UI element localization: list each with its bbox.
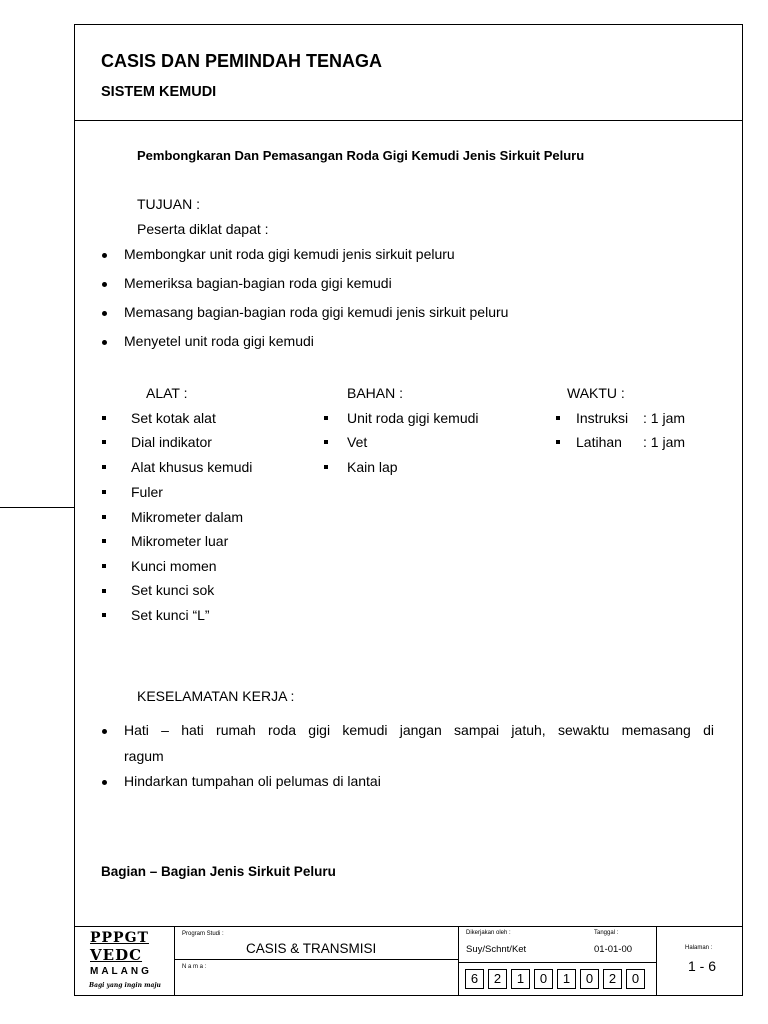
halaman-label: Halaman : xyxy=(685,945,713,951)
alat-label: ALAT : xyxy=(146,385,188,401)
tujuan-item: Menyetel unit roda gigi kemudi xyxy=(124,333,314,349)
bahan-item: Vet xyxy=(347,434,368,450)
waktu-item-name: Instruksi xyxy=(576,410,629,426)
bullet-icon xyxy=(102,311,107,316)
dikerjakan-label: Dikerjakan oleh : xyxy=(466,930,511,936)
keselamatan-item: Hindarkan tumpahan oli pelumas di lantai xyxy=(124,773,381,789)
alat-item: Mikrometer luar xyxy=(131,533,229,549)
keselamatan-item: Hati – hati rumah roda gigi kemudi jangan sampai jatuh, sewaktu memasang di xyxy=(124,722,714,738)
tujuan-item: Membongkar unit roda gigi kemudi jenis sirkuit peluru xyxy=(124,246,455,262)
section-title: Pembongkaran Dan Pemasangan Roda Gigi Kemudi Jenis Sirkuit Peluru xyxy=(137,148,585,163)
square-bullet-icon xyxy=(102,539,106,543)
code-digit: 1 xyxy=(511,969,530,989)
alat-item: Dial indikator xyxy=(131,434,212,450)
code-digit: 6 xyxy=(465,969,484,989)
square-bullet-icon xyxy=(324,416,328,420)
square-bullet-icon xyxy=(102,515,106,519)
square-bullet-icon xyxy=(102,564,106,568)
program-studi-label: Program Studi : xyxy=(182,931,224,937)
page-subtitle: SISTEM KEMUDI xyxy=(101,84,217,100)
footer-divider xyxy=(458,926,459,996)
alat-item: Set kotak alat xyxy=(131,410,216,426)
alat-item: Alat khusus kemudi xyxy=(131,459,253,475)
code-digit: 0 xyxy=(580,969,599,989)
waktu-label: WAKTU : xyxy=(567,385,625,401)
halaman-value: 1 - 6 xyxy=(688,958,717,974)
tujuan-item: Memeriksa bagian-bagian roda gigi kemudi xyxy=(124,275,392,291)
waktu-item-value: : 1 jam xyxy=(643,410,686,426)
tujuan-intro: Peserta diklat dapat : xyxy=(137,221,269,237)
code-digit: 1 xyxy=(557,969,576,989)
square-bullet-icon xyxy=(324,465,328,469)
tanggal-label: Tanggal : xyxy=(594,930,619,936)
waktu-item-name: Latihan xyxy=(576,434,622,450)
code-digit: 0 xyxy=(534,969,553,989)
logo-top-text: PPPGT xyxy=(90,930,149,946)
square-bullet-icon xyxy=(102,416,106,420)
waktu-item-value: : 1 jam xyxy=(643,434,686,450)
page-title: CASIS DAN PEMINDAH TENAGA xyxy=(101,51,383,71)
nama-label: N a m a : xyxy=(182,964,207,970)
square-bullet-icon xyxy=(324,440,328,444)
alat-item: Set kunci “L” xyxy=(131,607,210,623)
alat-item: Set kunci sok xyxy=(131,582,215,598)
square-bullet-icon xyxy=(556,440,560,444)
alat-item: Kunci momen xyxy=(131,558,217,574)
footer-row-divider xyxy=(174,959,458,960)
code-digit: 2 xyxy=(488,969,507,989)
tanggal-value: 01-01-00 xyxy=(594,944,633,955)
square-bullet-icon xyxy=(556,416,560,420)
square-bullet-icon xyxy=(102,440,106,444)
footer-divider xyxy=(656,926,657,996)
code-digit: 2 xyxy=(603,969,622,989)
header-divider xyxy=(74,120,743,121)
bullet-icon xyxy=(102,780,107,785)
bahan-item: Unit roda gigi kemudi xyxy=(347,410,479,426)
logo-tagline: Bagi yang ingin maju xyxy=(89,982,161,989)
logo-city: MALANG xyxy=(90,966,152,977)
tujuan-label: TUJUAN : xyxy=(137,196,200,212)
margin-mark xyxy=(0,507,74,508)
square-bullet-icon xyxy=(102,613,106,617)
bullet-icon xyxy=(102,729,107,734)
dikerjakan-value: Suy/Schnt/Ket xyxy=(466,944,527,955)
keselamatan-item-cont: ragum xyxy=(124,748,164,764)
keselamatan-label: KESELAMATAN KERJA : xyxy=(137,688,295,704)
pppgt-vedc-logo xyxy=(80,930,170,992)
footer-row-divider xyxy=(458,962,656,963)
logo-mid-text: VEDC xyxy=(90,946,143,964)
bullet-icon xyxy=(102,282,107,287)
alat-item: Fuler xyxy=(131,484,163,500)
bullet-icon xyxy=(102,340,107,345)
code-digit: 0 xyxy=(626,969,645,989)
square-bullet-icon xyxy=(102,589,106,593)
bagian-title: Bagian – Bagian Jenis Sirkuit Peluru xyxy=(101,864,336,879)
tujuan-item: Memasang bagian-bagian roda gigi kemudi jenis sirkuit peluru xyxy=(124,304,509,320)
bullet-icon xyxy=(102,253,107,258)
bahan-label: BAHAN : xyxy=(347,385,404,401)
footer-divider xyxy=(174,926,175,996)
program-studi-value: CASIS & TRANSMISI xyxy=(246,941,377,956)
alat-item: Mikrometer dalam xyxy=(131,509,244,525)
bahan-item: Kain lap xyxy=(347,459,398,475)
square-bullet-icon xyxy=(102,490,106,494)
square-bullet-icon xyxy=(102,465,106,469)
